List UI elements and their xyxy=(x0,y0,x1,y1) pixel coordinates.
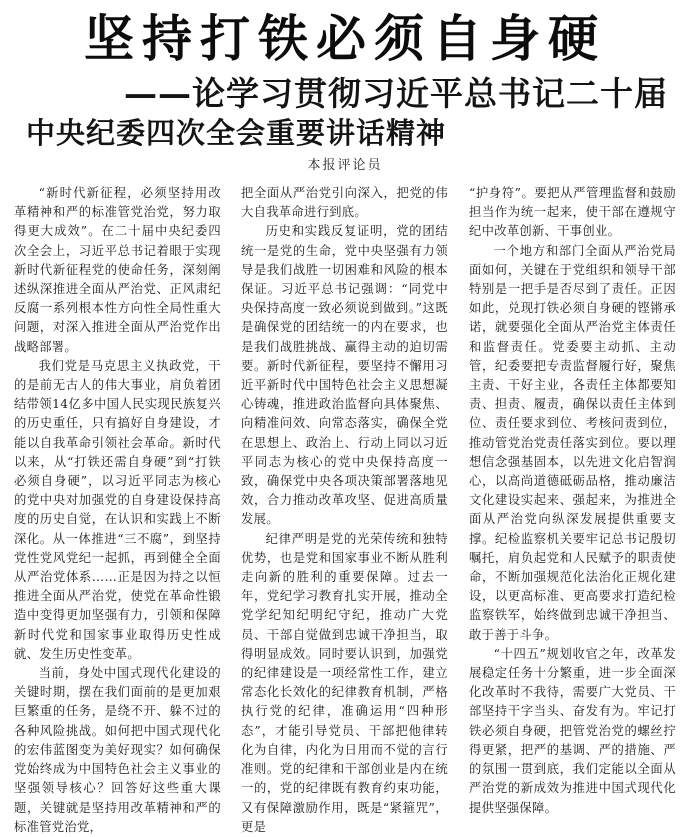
article-column-2 xyxy=(241,184,448,834)
article-subtitle-line1: ——论学习贯彻习近平总书记二十届 xyxy=(124,74,668,113)
article-column-3 xyxy=(469,184,676,815)
paragraph: “新时代新征程，必须坚持用改革精神和严的标准管党治党，努力取得更大成效”。在二十届中央纪委四次全会上，习近平总书记着眼于实现新时代新征程党的使命任务，深刻阐述纵深推进全面从严治党、正风肃纪反腐一系列根本性方向性全局性重大问题，对深入推进全面从严治党作出战略部署。 xyxy=(14,186,221,354)
article-headline: 坚持打铁必须自身硬 xyxy=(84,10,606,68)
article-byline: 本报评论员 xyxy=(307,158,383,173)
paragraph: 把全面从严治党引向深入，把党的伟大自我革命进行到底。 xyxy=(241,186,448,220)
paragraph: 历史和实践反复证明，党的团结统一是党的生命，党中央坚强有力领导是我们战胜一切困难和风险的根本保证。习近平总书记强调：“同党中央保持高度一致必须说到做到。”这既是确保党的团结统一的内在要求，也是我们战胜挑战、赢得主动的迫切需要。新时代新征程，要坚持不懈用习近平新时代中国特色社会主义思想凝心铸魂，推进政治监督向具体聚焦、向精准问效、向常态落实，确保全党在思想上、政治上、行动上同以习近平同志为核心的党中央保持高度一致，确保党中央各项决策部署落地见效，合力推动改革攻坚、促进高质量发展。 xyxy=(241,224,448,527)
paragraph: “十四五”规划收官之年，改革发展稳定任务十分繁重，进一步全面深化改革时不我待，需要广大党员、干部坚持干字当头、奋发有为。牢记打铁必须自身硬，把管党治党的螺丝拧得更紧，把严的基调、严的措施、严的氛围一贯到底，我们定能以全面从严治党的新成效为推进中国式现代化提供坚强保障。 xyxy=(469,646,676,815)
paragraph: “护身符”。要把从严管理监督和鼓励担当作为统一起来，使干部在遵规守纪中改革创新、干事创业。 xyxy=(469,186,676,239)
paragraph: 当前，身处中国式现代化建设的关键时期，摆在我们面前的是更加艰巨繁重的任务，是绕不开、躲不过的各种风险挑战。如何把中国式现代化的宏伟蓝图变为美好现实？如何确保党始终成为中国特色社会主义事业的坚强领导核心？回答好这些重大课题，关键就是坚持用改革精神和严的标准管党治党， xyxy=(14,666,221,834)
article-column-1 xyxy=(14,184,221,834)
paragraph: 我们党是马克思主义执政党，干的是前无古人的伟大事业，肩负着团结带领14亿多中国人民实现民族复兴的历史重任，只有搞好自身建设，才能以自我革命引领社会革命。新时代以来，从“打铁还需自身硬”到“打铁必须自身硬”，以习近平同志为核心的党中央对加强党的自身建设保持高度的历史自觉，在认识和实践上不断深化。从一体推进“三不腐”，到坚持党性党风党纪一起抓，再到健全全面从严治党体系……正是因为持之以恒推进全面从严治党，使党在革命性锻造中变得更加坚强有力，引领和保障新时代党和国家事业取得历史性成就、发生历史性变革。 xyxy=(14,358,221,661)
paragraph: 一个地方和部门全面从严治党局面如何，关键在于党组织和领导干部特别是一把手是否尽到了责任。正因如此，兑现打铁必须自身硬的铿锵承诺，就要强化全面从严治党主体责任和监督责任。党委要主动抓、主动管，纪委要把专责监督履行好，聚焦主责、干好主业，各责任主体都要知责、担责、履责，确保以责任主体到位、责任要求到位、考核问责到位，推动管党治党责任落实到位。要以理想信念强基固本，以先进文化启智润心，以高尚道德砥砺品格，推动廉洁文化建设实起来、强起来，为推进全面从严治党向纵深发展提供重要支撑。纪检监察机关要牢记总书记殷切嘱托，肩负起党和人民赋予的职责使命，不断加强规范化法治化正规化建设，以更高标准、更高要求打造纪检监察铁军，始终做到忠诚干净担当、敢于善于斗争。 xyxy=(469,243,676,642)
paragraph: 纪律严明是党的光荣传统和独特优势，也是党和国家事业不断从胜利走向新的胜利的重要保障。过去一年，党纪学习教育扎实开展，推动全党学纪知纪明纪守纪，推动广大党员、干部自觉做到忠诚干净担当，取得明显成效。同时要认识到，加强党的纪律建设是一项经常性工作，建立常态化长效化的纪律教育机制，严格执行党的纪律，准确运用“四种形态”，才能引导党员、干部把他律转化为自律，内化为日用而不觉的言行准则。党的纪律和干部创业是内在统一的，党的纪律既有教育约束功能，又有保障激励作用，既是“紧箍咒”，更是 xyxy=(241,531,448,834)
article-subtitle-line2: 中央纪委四次全会重要讲话精神 xyxy=(26,116,447,150)
